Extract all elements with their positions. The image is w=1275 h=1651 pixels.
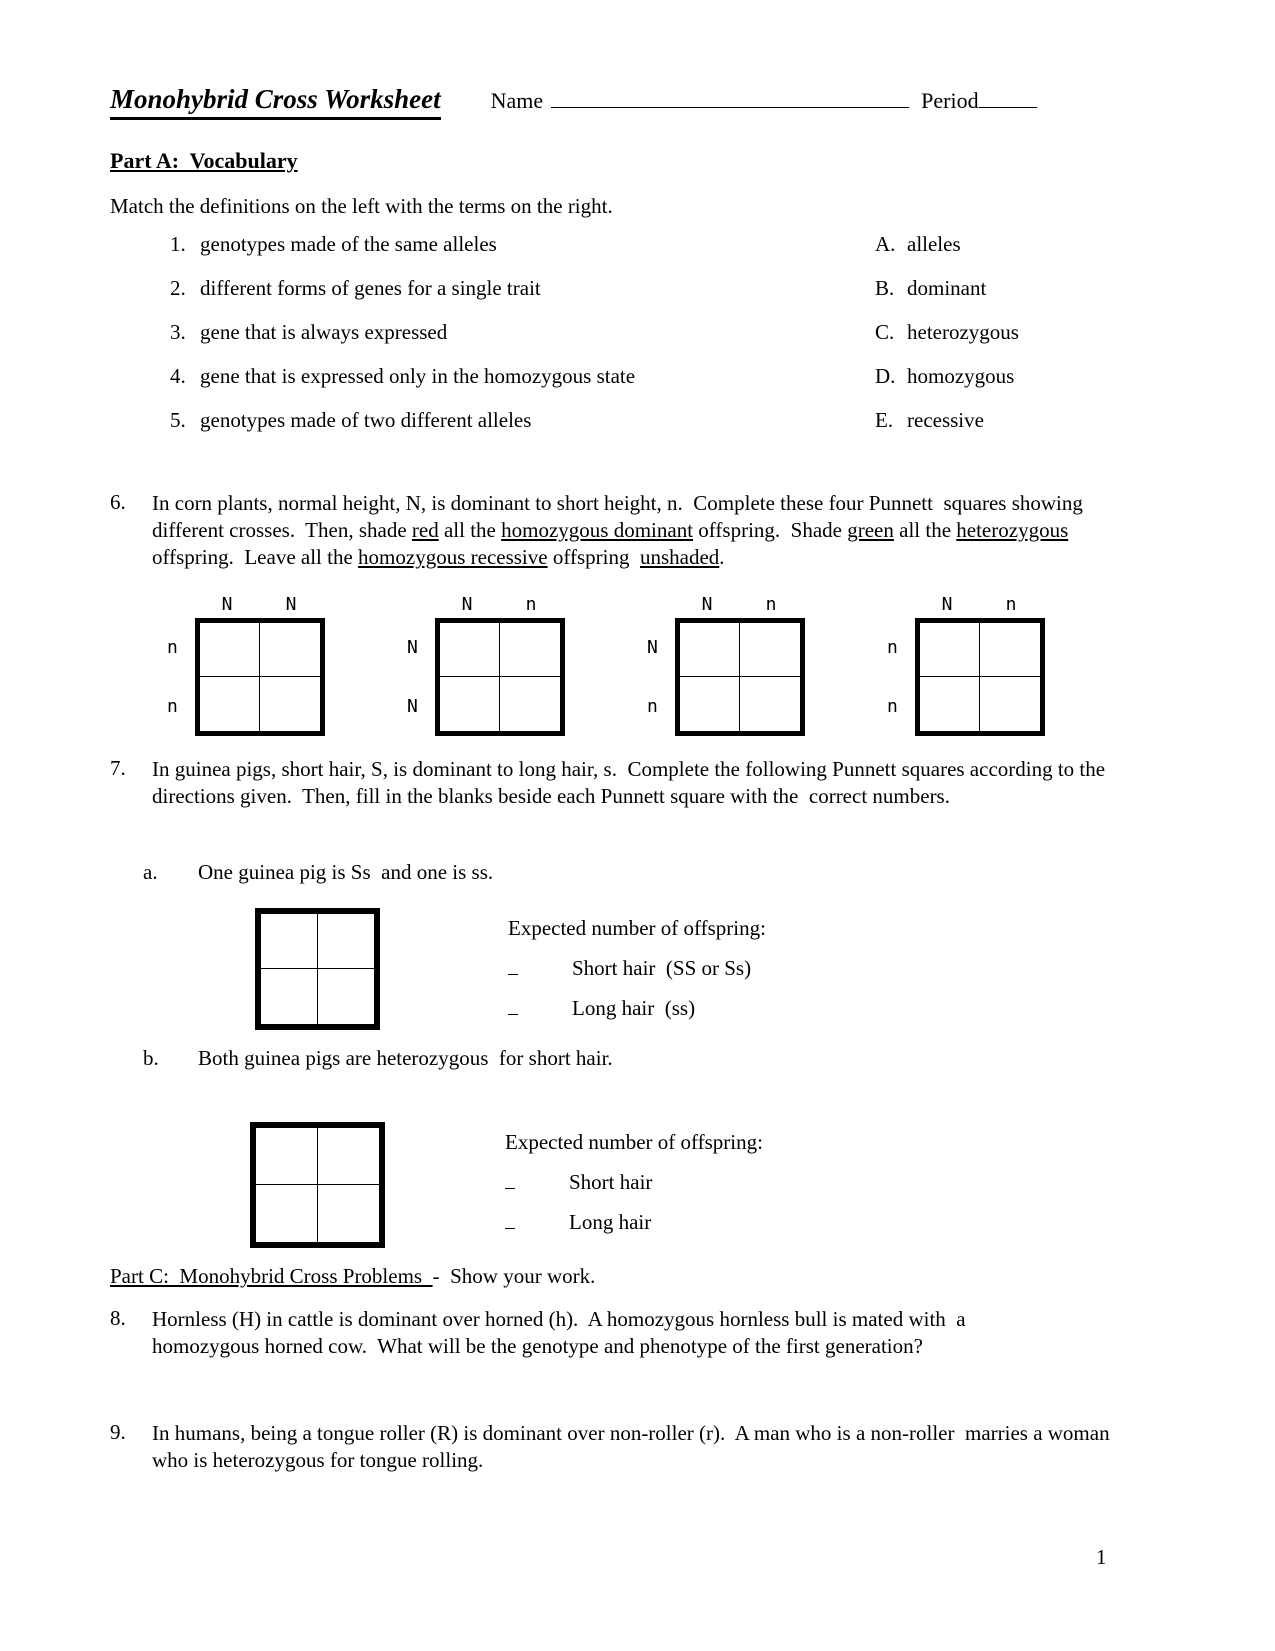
answer-blank bbox=[505, 1211, 515, 1229]
definition-number: 5. bbox=[170, 408, 186, 432]
term bbox=[875, 276, 986, 301]
part-c-heading bbox=[110, 1264, 595, 1289]
punnett-side-labels bbox=[407, 618, 435, 736]
subitem-text: Both guinea pigs are heterozygous for short hair. bbox=[198, 1046, 613, 1070]
punnett-top-labels bbox=[915, 594, 1045, 616]
punnett-cell bbox=[318, 1128, 380, 1185]
name-blank bbox=[551, 88, 909, 108]
punnett-top-label: N bbox=[701, 594, 713, 615]
definition bbox=[110, 232, 875, 257]
term bbox=[875, 232, 961, 257]
punnett-side-label: n bbox=[647, 696, 658, 717]
expected-offspring-heading: Expected number of offspring: bbox=[505, 1130, 763, 1154]
question-text-segment: unshaded bbox=[639, 545, 720, 569]
vocab-list bbox=[110, 232, 1170, 452]
punnett-cell bbox=[740, 623, 800, 677]
definition-number: 1. bbox=[170, 232, 186, 256]
punnett-grid bbox=[255, 908, 380, 1030]
question-text-segment: green bbox=[847, 518, 894, 542]
punnett-cell bbox=[980, 677, 1040, 731]
question-6 bbox=[110, 490, 1120, 571]
punnett-cell bbox=[680, 677, 740, 731]
vocab-row bbox=[110, 408, 1170, 452]
question-text-segment: In corn plants, normal height, N, is dominant to short height, n. Complete these four Punnett squares showing different crosses. Then, shade bbox=[152, 491, 1089, 542]
answer-blank bbox=[508, 997, 518, 1015]
question-text: In humans, being a tongue roller (R) is dominant over non-roller (r). A man who is a non-roller marries a woman who is heterozygous for tongue rolling. bbox=[152, 1421, 1115, 1472]
punnett-cell bbox=[318, 914, 375, 969]
question-7a bbox=[110, 860, 493, 885]
punnett-side-label: n bbox=[167, 696, 178, 717]
expected-offspring-block bbox=[508, 916, 766, 1021]
punnett-cell bbox=[261, 969, 318, 1024]
punnett-cell bbox=[500, 677, 560, 731]
question-text-segment: homozygous dominant bbox=[501, 518, 694, 542]
definition bbox=[110, 408, 875, 433]
punnett-cell bbox=[440, 677, 500, 731]
definition-number: 3. bbox=[170, 320, 186, 344]
punnett-cell bbox=[256, 1128, 318, 1185]
part-c-heading-underlined: Part C: Monohybrid Cross Problems bbox=[110, 1264, 433, 1288]
question-text bbox=[152, 490, 1120, 571]
question-number: 9. bbox=[110, 1420, 126, 1444]
answer-line-text: Short hair (SS or Ss) bbox=[572, 956, 752, 980]
question-text-segment: all the bbox=[438, 518, 502, 542]
vocab-row bbox=[110, 232, 1170, 276]
punnett-grid bbox=[435, 618, 565, 736]
question-9 bbox=[110, 1420, 1130, 1474]
punnett-cell bbox=[261, 914, 318, 969]
term-letter: D. bbox=[875, 364, 896, 388]
definition-number: 4. bbox=[170, 364, 186, 388]
punnett-top-label: N bbox=[461, 594, 473, 615]
punnett-cell bbox=[500, 623, 560, 677]
definition bbox=[110, 364, 875, 389]
answer-line bbox=[505, 1210, 763, 1235]
period-label: Period bbox=[921, 88, 979, 113]
question-text: In guinea pigs, short hair, S, is dominant to long hair, s. Complete the following Punnett squares according to the directions given. Then, fill in the blanks beside each Punnett square with the correct numbers. bbox=[152, 757, 1111, 808]
subitem-text: One guinea pig is Ss and one is ss. bbox=[198, 860, 494, 884]
part-a-instructions: Match the definitions on the left with the terms on the right. bbox=[110, 194, 613, 218]
definition-text: genotypes made of two different alleles bbox=[200, 408, 532, 432]
punnett-side-labels bbox=[887, 618, 915, 736]
punnett-cell bbox=[318, 969, 375, 1024]
punnett-square-4 bbox=[887, 594, 1045, 736]
vocab-row bbox=[110, 320, 1170, 364]
subitem-label: b. bbox=[143, 1046, 159, 1070]
punnett-top-label: N bbox=[941, 594, 953, 615]
punnett-cell bbox=[200, 623, 260, 677]
punnett-cell bbox=[200, 677, 260, 731]
punnett-top-label: n bbox=[525, 594, 537, 615]
question-text-segment: offspring. Leave all the bbox=[152, 518, 1074, 569]
term-text: recessive bbox=[907, 408, 984, 432]
question-text-segment: heterozygous bbox=[956, 518, 1069, 542]
question-text-segment: all the bbox=[893, 518, 957, 542]
answer-line-text: Long hair (ss) bbox=[572, 996, 696, 1020]
header bbox=[110, 84, 1175, 120]
punnett-side-labels bbox=[647, 618, 675, 736]
expected-offspring-heading: Expected number of offspring: bbox=[508, 916, 766, 940]
term-text: dominant bbox=[907, 276, 987, 300]
punnett-side-label: N bbox=[407, 637, 418, 658]
punnett-square-2 bbox=[407, 594, 565, 736]
question-text-segment: homozygous recessive bbox=[358, 545, 548, 569]
answer-line bbox=[505, 1170, 763, 1195]
answer-blank bbox=[508, 957, 518, 975]
question-7b-work-area bbox=[110, 1118, 1170, 1263]
question-number: 7. bbox=[110, 756, 126, 780]
punnett-cell bbox=[260, 623, 320, 677]
worksheet-title: Monohybrid Cross Worksheet bbox=[110, 84, 441, 120]
punnett-square-1 bbox=[167, 594, 325, 736]
term-text: homozygous bbox=[907, 364, 1015, 388]
answer-line bbox=[508, 956, 766, 981]
punnett-top-labels bbox=[435, 594, 565, 616]
vocab-row bbox=[110, 276, 1170, 320]
punnett-cell bbox=[318, 1185, 380, 1242]
punnett-grid bbox=[915, 618, 1045, 736]
punnett-cell bbox=[920, 623, 980, 677]
question-text: Hornless (H) in cattle is dominant over horned (h). A homozygous hornless bull is mated with a homozygous horned cow. What will be the genotype and phenotype of the first generation? bbox=[152, 1307, 971, 1358]
punnett-side-label: N bbox=[407, 696, 418, 717]
page-number: 1 bbox=[1096, 1545, 1107, 1569]
punnett-grid bbox=[250, 1122, 385, 1248]
part-c-heading-rest: - Show your work. bbox=[432, 1264, 596, 1288]
vocab-row bbox=[110, 364, 1170, 408]
punnett-top-label: N bbox=[285, 594, 297, 615]
answer-line-text: Long hair bbox=[569, 1210, 652, 1234]
punnett-cell bbox=[680, 623, 740, 677]
period-blank bbox=[979, 88, 1037, 108]
question-text-segment: offspring. Shade bbox=[693, 518, 848, 542]
punnett-square-row bbox=[110, 594, 1170, 746]
punnett-cell bbox=[440, 623, 500, 677]
term-letter: A. bbox=[875, 232, 896, 256]
question-7a-work-area bbox=[110, 904, 1170, 1049]
term-text: heterozygous bbox=[907, 320, 1019, 344]
punnett-grid bbox=[195, 618, 325, 736]
term-letter: E. bbox=[875, 408, 894, 432]
definition-text: different forms of genes for a single trait bbox=[200, 276, 541, 300]
punnett-top-label: n bbox=[765, 594, 777, 615]
definition bbox=[110, 320, 875, 345]
term-letter: B. bbox=[875, 276, 895, 300]
punnett-cell bbox=[980, 623, 1040, 677]
question-number: 6. bbox=[110, 490, 126, 514]
term bbox=[875, 408, 984, 433]
punnett-side-label: n bbox=[887, 696, 898, 717]
punnett-top-label: N bbox=[221, 594, 233, 615]
question-number: 8. bbox=[110, 1306, 126, 1330]
punnett-side-label: N bbox=[647, 637, 658, 658]
punnett-cell bbox=[256, 1185, 318, 1242]
punnett-top-labels bbox=[675, 594, 805, 616]
punnett-side-label: n bbox=[167, 637, 178, 658]
question-text-segment: offspring bbox=[547, 545, 640, 569]
term-text: alleles bbox=[907, 232, 961, 256]
subitem-label: a. bbox=[143, 860, 158, 884]
question-7b bbox=[110, 1046, 613, 1071]
question-8 bbox=[110, 1306, 1057, 1360]
name-label: Name bbox=[490, 88, 544, 113]
punnett-side-label: n bbox=[887, 637, 898, 658]
punnett-square-3 bbox=[647, 594, 805, 736]
definition-text: genotypes made of the same alleles bbox=[200, 232, 497, 256]
expected-offspring-block bbox=[505, 1130, 763, 1235]
punnett-side-labels bbox=[167, 618, 195, 736]
punnett-cell bbox=[260, 677, 320, 731]
term-letter: C. bbox=[875, 320, 895, 344]
term bbox=[875, 364, 1014, 389]
punnett-top-labels bbox=[195, 594, 325, 616]
punnett-grid bbox=[675, 618, 805, 736]
definition bbox=[110, 276, 875, 301]
punnett-cell bbox=[740, 677, 800, 731]
definition-number: 2. bbox=[170, 276, 186, 300]
answer-line-text: Short hair bbox=[569, 1170, 653, 1194]
question-text-segment: red bbox=[411, 518, 439, 542]
answer-blank bbox=[505, 1171, 515, 1189]
punnett-top-label: n bbox=[1005, 594, 1017, 615]
answer-line bbox=[508, 996, 766, 1021]
part-a-heading: Part A: Vocabulary bbox=[110, 148, 298, 173]
question-text-segment: . bbox=[719, 545, 725, 569]
punnett-cell bbox=[920, 677, 980, 731]
definition-text: gene that is always expressed bbox=[200, 320, 448, 344]
term bbox=[875, 320, 1019, 345]
definition-text: gene that is expressed only in the homozygous state bbox=[200, 364, 636, 388]
question-7 bbox=[110, 756, 1120, 810]
